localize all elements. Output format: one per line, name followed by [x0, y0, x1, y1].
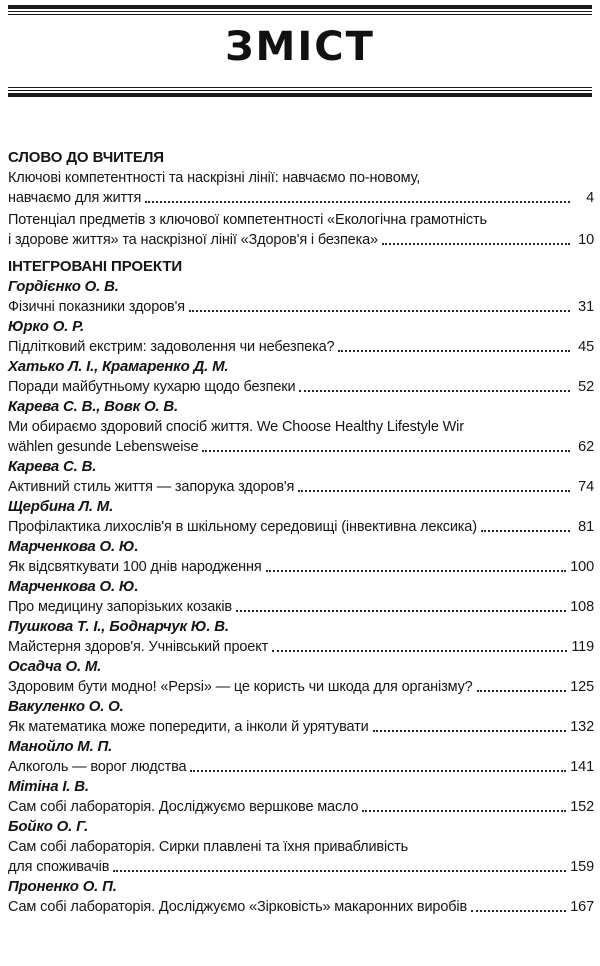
dot-leader [272, 650, 567, 652]
dot-leader [471, 910, 566, 912]
toc-entry-row [8, 797, 596, 817]
page-number: 132 [570, 719, 594, 735]
dot-leader [113, 870, 566, 872]
dot-leader [299, 390, 570, 392]
toc-entry-row [8, 557, 596, 577]
entry-title-line: Сам собі лабораторія. Досліджуємо вершкове масло [8, 799, 359, 815]
entry-title-line: Майстерня здоров'я. Учнівський проект [8, 639, 269, 655]
entry-title-line: Активний стиль життя — запорука здоров'я [8, 479, 295, 495]
entry-author: Манойло М. П. [8, 738, 113, 755]
entry-title-line: Фізичні показники здоров'я [8, 299, 185, 315]
dot-leader [477, 690, 567, 692]
entry-title-line: Про медицину запорізьких козаків [8, 599, 232, 615]
dot-leader [481, 530, 570, 532]
toc-entry-row [8, 297, 596, 317]
toc-entry-row [8, 717, 596, 737]
dot-leader [145, 201, 570, 203]
entry-author: Марченкова О. Ю. [8, 538, 139, 555]
toc-entry-row [8, 517, 596, 537]
header-rule-bottom [8, 87, 592, 97]
page-number: 62 [578, 439, 594, 455]
toc-entry-row [8, 637, 596, 657]
page-number: 81 [578, 519, 594, 535]
entry-title-line: Ми обираємо здоровий спосіб життя. We Choose Healthy Lifestyle Wir [8, 419, 464, 435]
section-heading: СЛОВО ДО ВЧИТЕЛЯ [8, 149, 164, 166]
page-number: 108 [570, 599, 594, 615]
entry-author: Гордієнко О. В. [8, 278, 119, 295]
entry-title-line: Сам собі лабораторія. Сирки плавлені та їхня привабливість [8, 839, 409, 855]
entry-title-line: і здорове життя» та наскрізної лінії «Здоров'я і безпека» [8, 232, 378, 248]
dot-leader [236, 610, 566, 612]
toc-entry-row [8, 230, 596, 250]
dot-leader [362, 810, 566, 812]
page-number: 152 [570, 799, 594, 815]
page-number: 100 [570, 559, 594, 575]
toc-entry-row [8, 677, 596, 697]
dot-leader [202, 450, 570, 452]
entry-title-line: Здоровим бути модно! «Pepsi» — це користь чи шкода для організму? [8, 679, 473, 695]
page-number: 119 [571, 639, 594, 655]
page-number: 4 [586, 190, 594, 206]
entry-author: Мітіна І. В. [8, 778, 89, 795]
entry-title-line: Профілактика лихослів'я в шкільному середовищі (інвективна лексика) [8, 519, 477, 535]
entry-title-line: Сам собі лабораторія. Досліджуємо «Зірковість» макаронних виробів [8, 899, 468, 915]
page-number: 159 [570, 859, 594, 875]
entry-title-line: Алкоголь — ворог людства [8, 759, 187, 775]
entry-author: Юрко О. Р. [8, 318, 85, 335]
toc-entry-row [8, 897, 596, 917]
page-number: 52 [578, 379, 594, 395]
header-rule-top [8, 5, 592, 15]
dot-leader [382, 243, 570, 245]
dot-leader [373, 730, 567, 732]
entry-author: Щербина Л. М. [8, 498, 114, 515]
dot-leader [190, 770, 566, 772]
entry-title-line: Поради майбутньому кухарю щодо безпеки [8, 379, 296, 395]
entry-title-line: wählen gesunde Lebensweise [8, 439, 199, 455]
page-title: ЗМІСТ [225, 24, 375, 70]
entry-title-line: для споживачів [8, 859, 110, 875]
page-number: 141 [570, 759, 594, 775]
dot-leader [298, 490, 570, 492]
toc-entry-row [8, 477, 596, 497]
page-number: 10 [578, 232, 594, 248]
toc-entry-row [8, 337, 596, 357]
page-number: 31 [578, 299, 594, 315]
page-number: 45 [578, 339, 594, 355]
entry-author: Бойко О. Г. [8, 818, 89, 835]
toc-entry-row [8, 757, 596, 777]
toc-entry-row [8, 188, 596, 208]
entry-author: Осадча О. М. [8, 658, 102, 675]
entry-author: Вакуленко О. О. [8, 698, 124, 715]
entry-title-line: навчаємо для життя [8, 190, 142, 206]
entry-title-line: Потенціал предметів з ключової компетентності «Екологічна грамотність [8, 212, 487, 228]
entry-author: Марченкова О. Ю. [8, 578, 139, 595]
toc-entry-row [8, 597, 596, 617]
entry-author: Пушкова Т. І., Боднарчук Ю. В. [8, 618, 229, 635]
entry-author: Карева С. В., Вовк О. В. [8, 398, 178, 415]
toc-entry-row [8, 857, 596, 877]
entry-title-line: Ключові компетентності та наскрізні лінії: навчаємо по-новому, [8, 170, 421, 186]
entry-title-line: Як відсвяткувати 100 днів народження [8, 559, 262, 575]
toc-entry-row [8, 437, 596, 457]
toc-entry-row [8, 377, 596, 397]
page-number: 74 [578, 479, 594, 495]
entry-author: Проненко О. П. [8, 878, 117, 895]
page-number: 125 [570, 679, 594, 695]
entry-author: Карева С. В. [8, 458, 97, 475]
entry-title-line: Підлітковий екстрим: задоволення чи небезпека? [8, 339, 335, 355]
table-of-contents [8, 148, 596, 917]
page-number: 167 [570, 899, 594, 915]
entry-title-line: Як математика може попередити, а інколи й урятувати [8, 719, 369, 735]
dot-leader [338, 350, 570, 352]
entry-author: Хатько Л. І., Крамаренко Д. М. [8, 358, 229, 375]
dot-leader [266, 570, 567, 572]
section-heading: ІНТЕГРОВАНІ ПРОЕКТИ [8, 258, 183, 275]
dot-leader [189, 310, 570, 312]
